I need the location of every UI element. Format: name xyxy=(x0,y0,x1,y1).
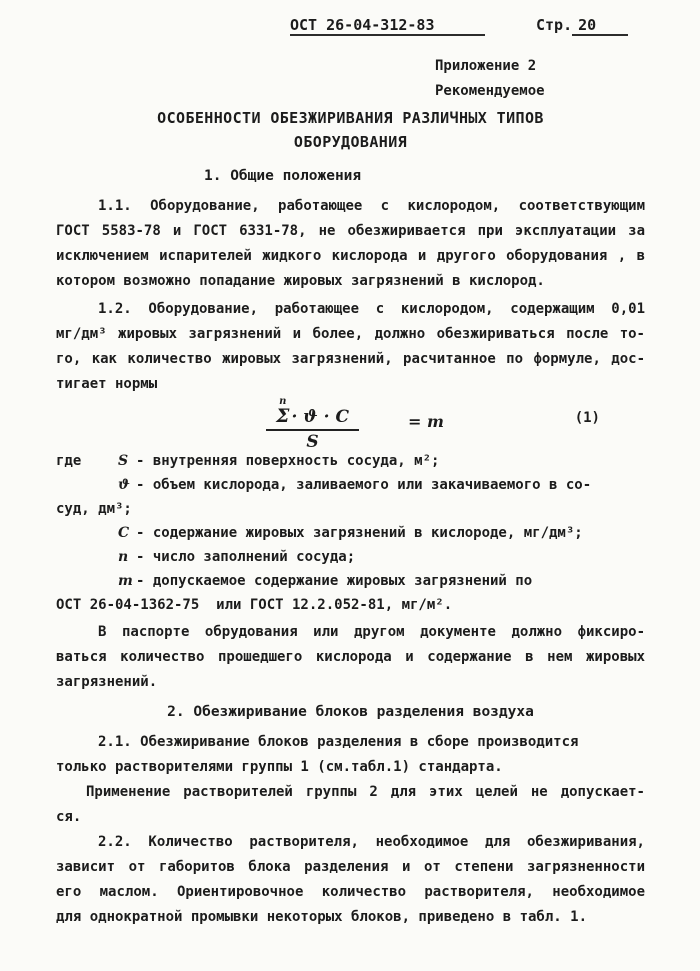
paragraph-passport xyxy=(56,620,645,695)
numerator-terms: · ϑ · C xyxy=(291,407,349,427)
text-line: тигает нормы xyxy=(56,376,158,392)
definition-line-continuation xyxy=(56,593,645,617)
where-label: где xyxy=(56,453,82,469)
page-label: Стр. xyxy=(536,16,573,34)
definition-line xyxy=(56,521,645,545)
page-number: 20 xyxy=(572,16,628,36)
definition-line xyxy=(56,449,645,473)
paragraph-1-1 xyxy=(56,194,645,294)
annex-label: Приложение 2 xyxy=(435,58,537,74)
document-title-line-2: ОБОРУДОВАНИЯ xyxy=(293,133,408,151)
text-line: котором возможно попадание жировых загрязнений в кислород. xyxy=(56,273,545,289)
symbol-m: m xyxy=(118,573,133,589)
page-reference xyxy=(536,16,628,34)
section-1-heading: 1. Общие положения xyxy=(204,168,362,184)
text-line: 1.1. Оборудование, работающее с кислородом, соответствующим xyxy=(98,198,645,214)
definition-text: - число заполнений сосуда; xyxy=(136,549,356,565)
text-line: мг/дм³ жировых загрязнений и более, должно обезжириваться после то- xyxy=(56,326,645,342)
paragraph-2-2 xyxy=(56,830,645,930)
text-line: В паспорте обрудования или другом документе должно фиксиро- xyxy=(98,624,645,640)
document-title xyxy=(56,106,645,154)
definition-line-continuation xyxy=(56,497,645,521)
symbol-S: S xyxy=(118,453,129,469)
text-line: Применение растворителей группы 2 для этих целей не допускает- xyxy=(86,784,645,800)
text-line: для однократной промывки некоторых блоков, приведено в табл. 1. xyxy=(56,909,588,925)
page-body xyxy=(0,54,700,930)
equation-number: (1) xyxy=(574,410,600,426)
definition-text: - объем кислорода, заливаемого или закачиваемого в со- xyxy=(136,477,592,493)
doc-number: ОСТ 26-04-312-83 xyxy=(290,16,485,36)
text-line: го, как количество жировых загрязнений, расчитанное по формуле, дос- xyxy=(56,351,645,367)
document-title-line-1: ОСОБЕННОСТИ ОБЕЗЖИРИВАНИЯ РАЗЛИЧНЫХ ТИПОВ xyxy=(157,109,544,127)
text-line: ся. xyxy=(56,809,82,825)
text-line: 2.1. Обезжиривание блоков разделения в сборе производится xyxy=(98,734,579,750)
definition-text: - допускаемое содержание жировых загрязнений по xyxy=(136,573,533,589)
paragraph-1-2 xyxy=(56,297,645,397)
symbol-V: ϑ xyxy=(118,477,130,493)
definition-line xyxy=(56,569,645,593)
text-line: его маслом. Ориентировочное количество растворителя, необходимое xyxy=(56,884,645,900)
definition-text: суд, дм³; xyxy=(56,501,132,517)
text-line: 2.2. Количество растворителя, необходимое для обезжиривания, xyxy=(98,834,645,850)
text-line: 1.2. Оборудование, работающее с кислородом, содержащим 0,01 xyxy=(98,301,645,317)
section-2-heading: 2. Обезжиривание блоков разделения воздуха xyxy=(167,704,534,720)
definition-text: - содержание жировых загрязнений в кислороде, мг/дм³; xyxy=(136,525,583,541)
definition-text: ОСТ 26-04-1362-75 или ГОСТ 12.2.052-81, мг/м². xyxy=(56,597,453,613)
text-line: зависит от габоритов блока разделения и от степени загрязненности xyxy=(56,859,645,875)
text-line: только растворителями группы 1 (см.табл.1) стандарта. xyxy=(56,759,503,775)
symbol-n: n xyxy=(118,549,129,565)
document-page xyxy=(0,16,700,971)
annex-type: Рекомендуемое xyxy=(435,83,545,99)
formula-denominator: S xyxy=(306,432,319,452)
text-line: загрязнений. xyxy=(56,674,158,690)
text-line: исключением испарителей жидкого кислорода и другого оборудования , в xyxy=(56,248,645,264)
text-line: ГОСТ 5583-78 и ГОСТ 6331-78, не обезжиривается при эксплуатации за xyxy=(56,223,645,239)
paragraph-2-1 xyxy=(56,730,645,830)
symbol-C: C xyxy=(118,525,130,541)
annex-block xyxy=(435,54,645,104)
formula-fraction xyxy=(266,397,359,452)
text-line: ваться количество прошедшего кислорода и содержание в нем жировых xyxy=(56,649,645,665)
sum-upper-limit: n xyxy=(279,396,287,407)
definition-line xyxy=(56,473,645,497)
page-header xyxy=(0,16,700,40)
definition-text: - внутренняя поверхность сосуда, м²; xyxy=(136,453,440,469)
formula-numerator xyxy=(266,397,359,429)
definition-line xyxy=(56,545,645,569)
formula-1 xyxy=(56,396,645,452)
sigma-icon: Σ xyxy=(276,405,290,427)
formula-result: = m xyxy=(408,412,444,431)
sum-operator xyxy=(276,397,289,426)
formula-definitions xyxy=(56,449,645,617)
